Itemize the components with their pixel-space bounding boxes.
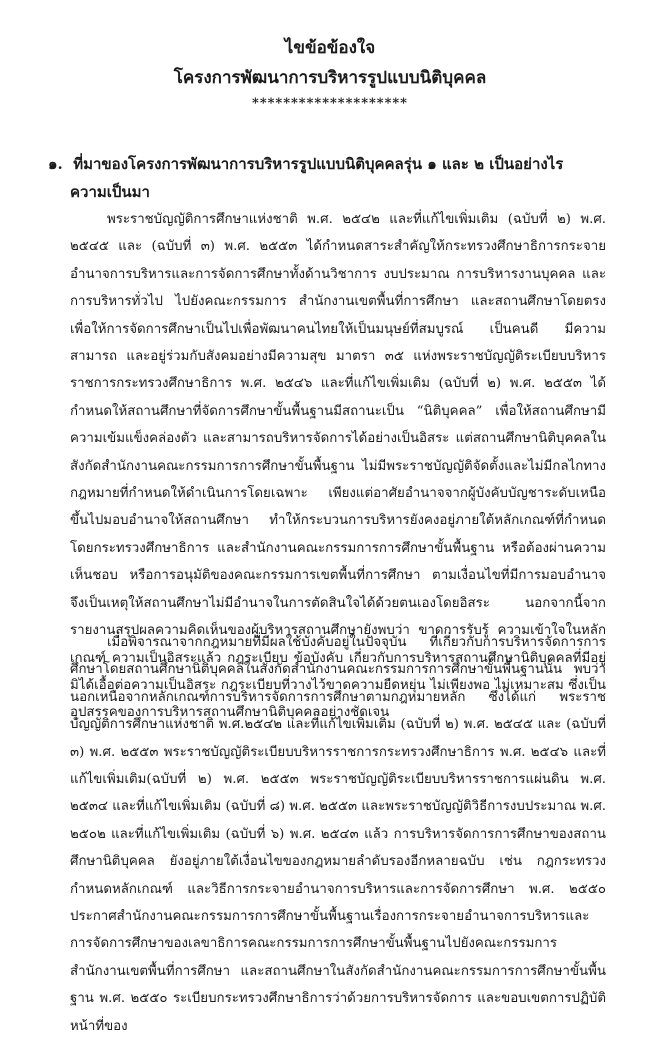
title-separator: ********************	[252, 96, 408, 111]
paragraph-1: พระราชบัญญัติการศึกษาแห่งชาติ พ.ศ. ๒๕๔๒ และที่แก้ไขเพิ่มเติม (ฉบับที่ ๒) พ.ศ. ๒๕๔๕ และ (ฉบับที่ ๓) พ.ศ. ๒๕๕๓ ได้กำหนดสาระสำคัญให้กระทรวงศึกษาธิการกระจายอำนาจการบริหารและการจัดการศึกษาทั้งด้านวิชาการ งบประมาณ การบริหารงานบุคคล และการบริหารทั่วไป ไปยังคณะกรรมการ สำนักงานเขตพื้นที่การศึกษา และสถานศึกษาโดยตรง เพื่อให้การจัดการศึกษาเป็นไปเพื่อพัฒนาคนไทยให้เป็นมนุษย์ที่สมบูรณ์ เป็นคนดี มีความสามารถ และอยู่ร่วมกับสังคมอย่างมีความสุข มาตรา ๓๕ แห่งพระราชบัญญัติระเบียบบริหารราชการกระทรวงศึกษาธิการ พ.ศ. ๒๕๔๖ และที่แก้ไขเพิ่มเติม (ฉบับที่ ๒) พ.ศ. ๒๕๕๓ ได้กำหนดให้สถานศึกษาที่จัดการศึกษาขั้นพื้นฐานมีสถานะเป็น “นิติบุคคล” เพื่อให้สถานศึกษามีความเข้มแข็งคล่องตัว และสามารถบริหารจัดการได้อย่างเป็นอิสระ แต่สถานศึกษานิติบุคคลในสังกัดสำนักงานคณะกรรมการการศึกษาขั้นพื้นฐาน ไม่มีพระราชบัญญัติจัดตั้งและไม่มีกลไกทางกฎหมายที่กำหนดให้ดำเนินการโดยเฉพาะ เพียงแต่อาศัยอำนาจจากผู้บังคับบัญชาระดับเหนือขึ้นไปมอบอำนาจให้สถานศึกษา ทำให้กระบวนการบริหารยังคงอยู่ภายใต้หลักเกณฑ์ที่กำหนดโดยกระทรวงศึกษาธิการ และสำนักงานคณะกรรมการการศึกษาขั้นพื้นฐาน หรือต้องผ่านความเห็นชอบ หรือการอนุมัติของคณะกรรมการเขตพื้นที่การศึกษา ตามเงื่อนไขที่มีการมอบอำนาจ จึงเป็นเหตุให้สถานศึกษาไม่มีอำนาจในการตัดสินใจได้ด้วยตนเองโดยอิสระ นอกจากนี้จากรายงานสรุปผลความคิดเห็นของผู้บริหารสถานศึกษายังพบว่า ขาดการรับรู้ ความเข้าใจในหลักเกณฑ์ ความเป็นอิสระแล้ว กฎระเบียบ ข้อบังคับ เกี่ยวกับการบริหารสถานศึกษานิติบุคคลที่มีอยู่มิได้เอื้อต่อความเป็นอิสระ กฎระเบียบที่วางไว้ขาดความยืดหยุ่น ไม่เพียงพอ ไม่เหมาะสม ซึ่งเป็นอุปสรรคของการบริหารสถานศึกษานิติบุคคลอย่างชัดเจน	[70, 212, 606, 721]
paragraph-2: เมื่อพิจารณาจากกฎหมายที่มีผลใช้บังคับอยู่ในปัจจุบัน ที่เกี่ยวกับการบริหารจัดการการศึกษาโดยสถานศึกษานิติบุคคลในสังกัดสำนักงานคณะกรรมการการศึกษาขั้นพื้นฐานนั้น พบว่า นอกเหนือจากหลักเกณฑ์การบริหารจัดการการศึกษาตามกฎหมายหลัก ซึ่งได้แก่ พระราชบัญญัติการศึกษาแห่งชาติ พ.ศ.๒๕๔๒ และที่แก้ไขเพิ่มเติม (ฉบับที่ ๒) พ.ศ. ๒๕๔๕ และ (ฉบับที่ ๓) พ.ศ. ๒๕๕๓ พระราชบัญญัติระเบียบบริหารราชการกระทรวงศึกษาธิการ พ.ศ. ๒๕๔๖ และที่แก้ไขเพิ่มเติม(ฉบับที่ ๒) พ.ศ. ๒๕๕๓ พระราชบัญญัติระเบียบบริหารราชการแผ่นดิน พ.ศ. ๒๕๓๔ และที่แก้ไขเพิ่มเติม (ฉบับที่ ๘) พ.ศ. ๒๕๕๓ และพระราชบัญญัติวิธีการงบประมาณ พ.ศ. ๒๕๐๒ และที่แก้ไขเพิ่มเติม (ฉบับที่ ๖) พ.ศ. ๒๕๔๓ แล้ว การบริหารจัดการการศึกษาของสถานศึกษานิติบุคคล ยังอยู่ภายใต้เงื่อนไขของกฎหมายลำดับรองอีกหลายฉบับ เช่น กฎกระทรวงกำหนดหลักเกณฑ์ และวิธีการกระจายอำนาจการบริหารและการจัดการศึกษา พ.ศ. ๒๕๕๐ ประกาศสำนักงานคณะกรรมการการศึกษาขั้นพื้นฐานเรื่องการกระจายอำนาจการบริหารและการจัดการศึกษาของเลขาธิการคณะกรรมการการศึกษาขั้นพื้นฐานไปยังคณะกรรมการสำนักงานเขตพื้นที่การศึกษา และสถานศึกษาในสังกัดสำนักงานคณะกรรมการการศึกษาขั้นพื้นฐาน พ.ศ. ๒๕๕๐ ระเบียบกระทรวงศึกษาธิการว่าด้วยการบริหารจัดการ และขอบเขตการปฏิบัติหน้าที่ของ	[70, 635, 606, 1034]
document-title: ไขข้อข้องใจ	[284, 38, 376, 58]
subheading: ความเป็นมา	[70, 183, 150, 201]
section-heading	[48, 152, 563, 176]
document-subtitle: โครงการพัฒนาการบริหารรูปแบบนิติบุคคล	[173, 68, 487, 88]
section-heading-text: ที่มาของโครงการพัฒนาการบริหารรูปแบบนิติบุคคลรุ่น ๑ และ ๒ เป็นอย่างไร	[73, 155, 564, 173]
section-number: ๑.	[48, 155, 63, 173]
